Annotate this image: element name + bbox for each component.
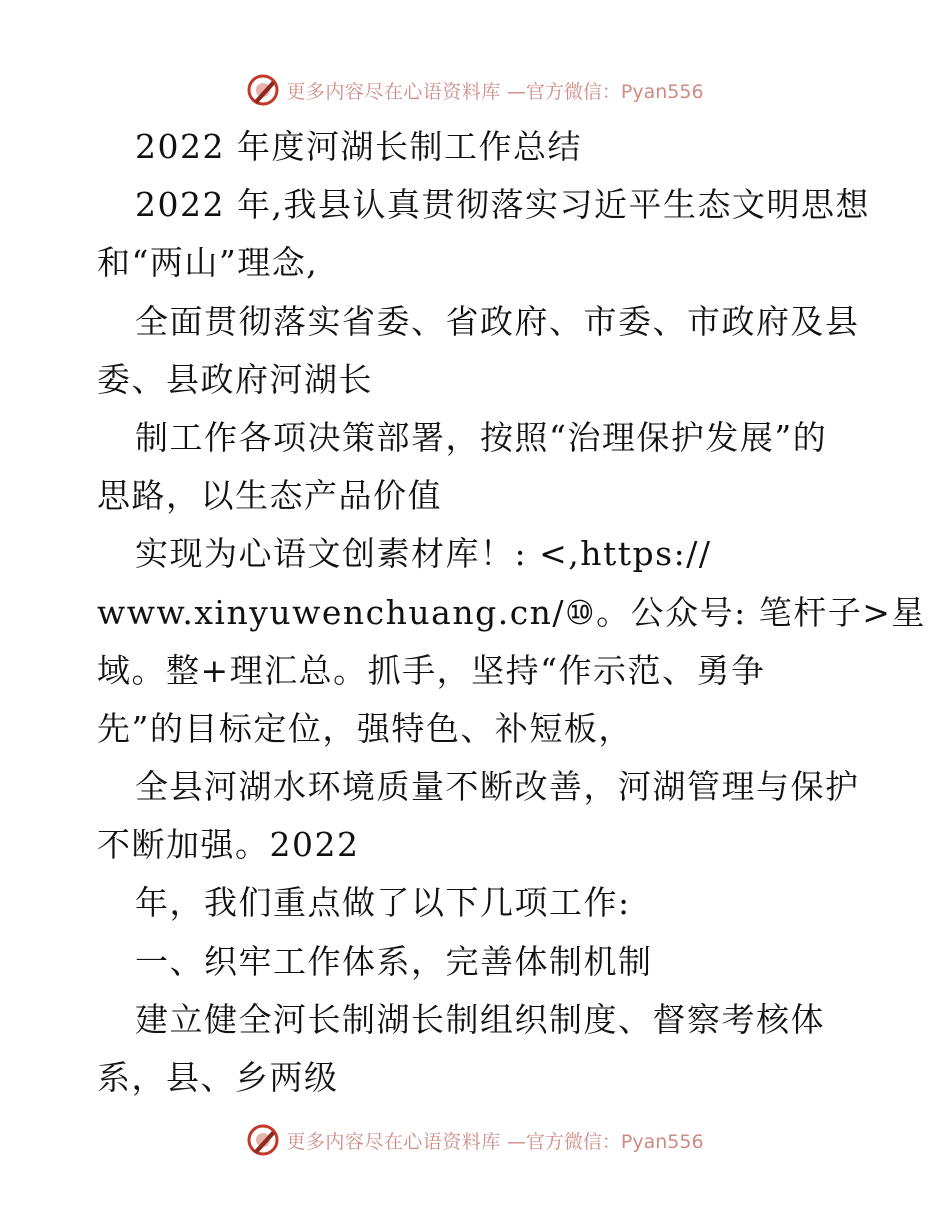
text-line: 思路，以生态产品价值	[97, 476, 442, 516]
document-title: 2022 年度河湖长制工作总结	[135, 127, 582, 166]
text-line: www.xinyuwenchuang.cn/⑩。公众号: 笔杆子>星	[97, 592, 926, 632]
text-line: 系，县、乡两级	[97, 1058, 339, 1097]
text-line: 委、县政府河湖长	[97, 359, 373, 399]
text-line: 域。整+理汇总。抓手，坚持“作示范、勇争	[97, 650, 766, 690]
footer-banner	[0, 1120, 950, 1160]
text-line: 先”的目标定位，强特色、补短板，	[97, 708, 633, 748]
banner-wechat: —官方微信：Pyan556	[506, 80, 704, 103]
text-line: 年，我们重点做了以下几项工作:	[135, 883, 631, 923]
text-line: 全县河湖水环境质量不断改善，河湖管理与保护	[135, 767, 860, 807]
text-line: 不断加强。2022	[97, 825, 360, 865]
text-line: 建立健全河长制湖长制组织制度、督察考核体	[135, 999, 825, 1039]
header-banner	[0, 70, 950, 110]
document-body	[97, 118, 926, 1107]
section-heading: 一、织牢工作体系，完善体制机制	[135, 941, 653, 981]
pen-logo-icon	[246, 73, 280, 107]
banner-wechat: —官方微信：Pyan556	[506, 1130, 704, 1153]
text-line: 2022 年,我县认真贯彻落实习近平生态文明思想	[135, 185, 870, 225]
banner-title: 更多内容尽在心语资料库	[286, 1130, 501, 1153]
text-line: 全面贯彻落实省委、省政府、市委、市政府及县	[135, 301, 860, 341]
text-line: 制工作各项决策部署，按照“治理保护发展”的	[135, 417, 828, 457]
text-line: 和“两山”理念,	[97, 243, 319, 283]
pen-logo-icon	[246, 1123, 280, 1157]
banner-title: 更多内容尽在心语资料库	[286, 80, 501, 103]
text-line: 实现为心语文创素材库！: <,https://	[135, 534, 712, 574]
